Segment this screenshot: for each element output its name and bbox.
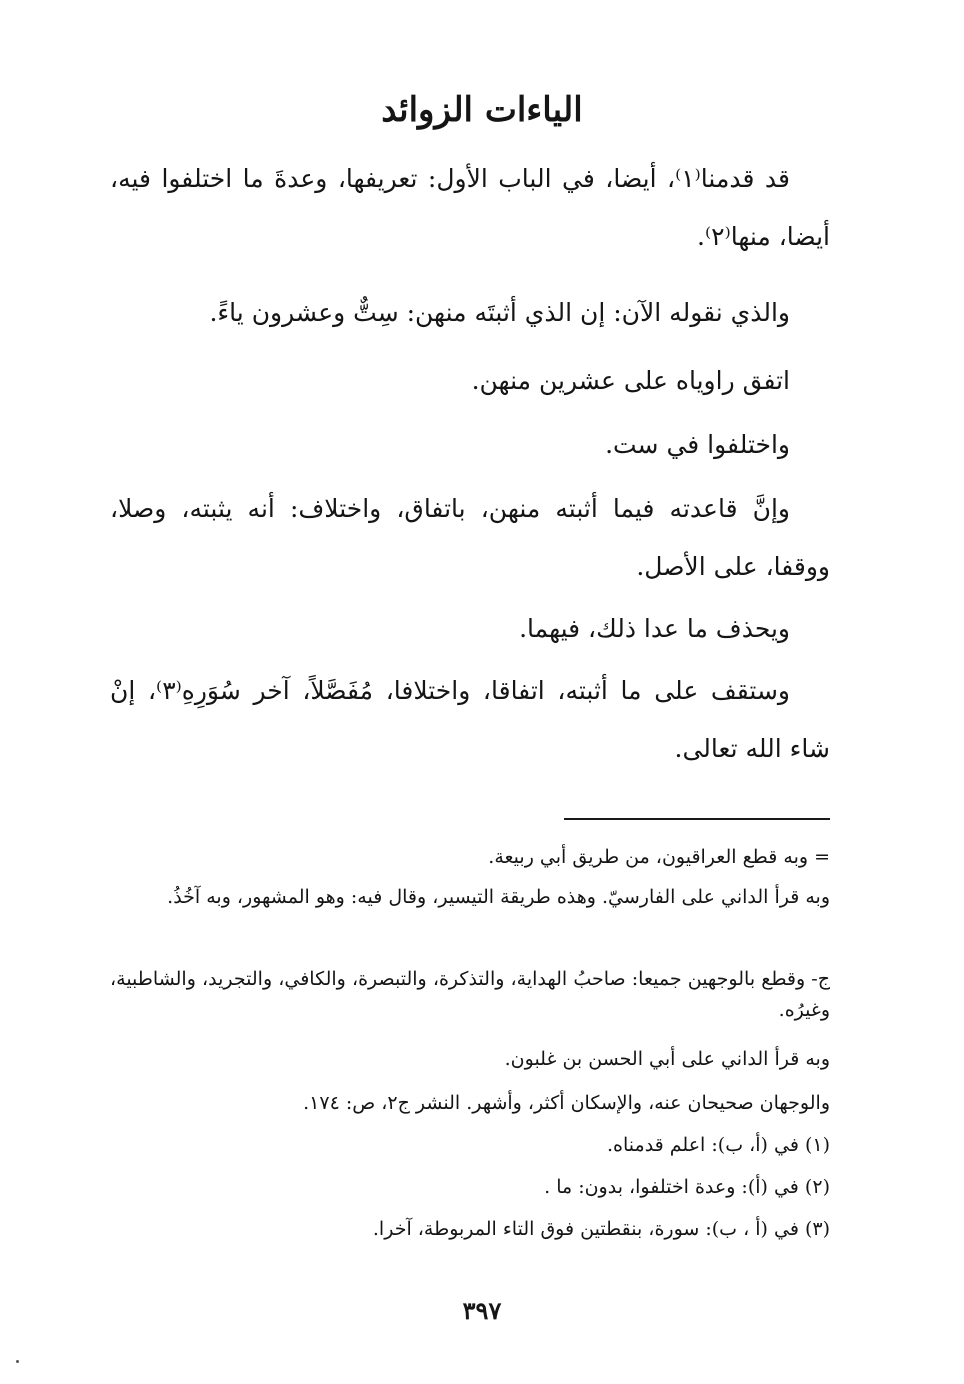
paragraph-2: والذي نقوله الآن: إن الذي أثبتَه منهن: سِتٌّ وعشرون ياءً. — [209, 298, 790, 327]
scan-speck — [16, 1360, 19, 1363]
page-title: الياءات الزوائد — [381, 90, 583, 130]
footnote-continuation-2: وبه قرأ الداني على الفارسيّ. وهذه طريقة التيسير، وقال فيه: وهو المشهور، وبه آخُذُ. — [167, 886, 830, 908]
footnote-continuation-4: وبه قرأ الداني على أبي الحسن بن غلبون. — [504, 1048, 830, 1070]
footnote-divider — [564, 818, 830, 820]
paragraph-4: واختلفوا في ست. — [605, 430, 790, 459]
paragraph-6: ويحذف ما عدا ذلك، فيهما. — [519, 614, 790, 643]
paragraph-7: وستقف على ما أثبته، اتفاقا، واختلافا، مُفَصَّلاً، آخر سُوَرِهِ⁽٣⁾، إنْ شاء الله تعالى. — [110, 676, 830, 763]
footnote-1: (١) في (أ، ب): اعلم قدمناه. — [607, 1134, 830, 1156]
footnote-continuation-3: ج- وقطع بالوجهين جميعا: صاحبُ الهداية، والتذكرة، والتبصرة، والكافي، والتجريد، والشاطبية، وغيرُه. — [110, 968, 830, 1021]
paragraph-3: اتفق راوياه على عشرين منهن. — [471, 366, 790, 395]
paragraph-1: قد قدمنا⁽١⁾، أيضا، في الباب الأول: تعريفها، وعدةَ ما اختلفوا فيه، أيضا، منها⁽٢⁾. — [110, 164, 830, 251]
footnote-continuation-5: والوجهان صحيحان عنه، والإسكان أكثر، وأشهر. النشر ج٢، ص: ١٧٤. — [303, 1092, 830, 1114]
footnote-3: (٣) في (أ ، ب): سورة، بنقطتين فوق التاء المربوطة، آخرا. — [372, 1218, 830, 1240]
paragraph-5: وإنَّ قاعدته فيما أثبته منهن، باتفاق، واختلاف: أنه يثبته، وصلا، ووقفا، على الأصل. — [110, 494, 830, 581]
page-number: ٣٩٧ — [462, 1296, 502, 1325]
footnote-2: (٢) في (أ): وعدة اختلفوا، بدون: ما . — [544, 1176, 830, 1198]
footnote-continuation-1: = وبه قطع العراقيون، من طريق أبي ربيعة. — [488, 846, 830, 868]
